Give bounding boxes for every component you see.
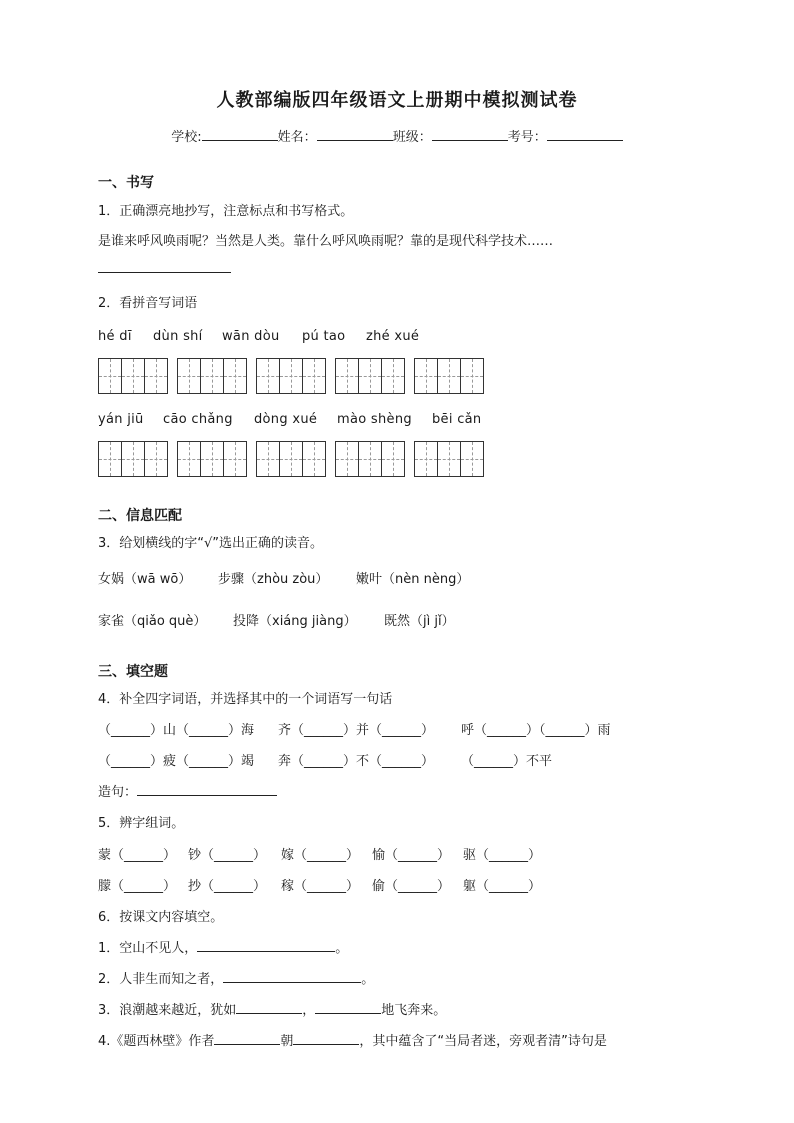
idiom-blank[interactable]: （______）疲（______）竭 [98, 754, 255, 769]
sentence-line [98, 781, 277, 800]
word-box[interactable] [335, 441, 405, 477]
word-box[interactable] [414, 441, 484, 477]
fill-field[interactable] [236, 1000, 302, 1014]
pinyin-item: hé dī [98, 329, 132, 344]
tianzige-row [98, 441, 493, 477]
fill-suffix: ，其中蕴含了“当局者迷，旁观者清”诗句是 [359, 1034, 607, 1049]
word-blank[interactable]: 抄（______） [188, 879, 267, 894]
word-blank[interactable]: 驱（______） [463, 848, 542, 863]
tianzige-row [98, 358, 493, 394]
question-6: 6．按课文内容填空。 [98, 910, 224, 925]
word-blank[interactable]: 愉（______） [372, 848, 451, 863]
section-heading: 三、填空题 [98, 664, 168, 680]
word-blank[interactable]: 钞（______） [188, 848, 267, 863]
word-box[interactable] [177, 358, 247, 394]
idiom-blank[interactable]: 齐（______）并（______） [278, 723, 435, 738]
question-5: 5．辨字组词。 [98, 816, 185, 831]
question-4: 4．补全四字词语，并选择其中的一个词语写一句话 [98, 692, 393, 707]
fill-prefix: 3．浪潮越来越近，犹如 [98, 1003, 237, 1018]
fill-field[interactable] [197, 938, 335, 952]
word-blank[interactable]: 蒙（______） [98, 848, 177, 863]
fill-field[interactable] [315, 1000, 381, 1014]
number-field[interactable] [547, 127, 623, 141]
idiom-blank[interactable]: 奔（______）不（______） [278, 754, 435, 769]
number-label: 考号： [507, 130, 547, 145]
class-label: 班级： [392, 130, 432, 145]
word-blank[interactable]: 躯（______） [463, 879, 542, 894]
pronunciation-item[interactable]: 家雀（qiǎo què） [98, 614, 207, 629]
name-label: 姓名： [277, 130, 317, 145]
word-box[interactable] [177, 441, 247, 477]
pinyin-item: wān dòu [222, 329, 280, 344]
idiom-blank[interactable]: （______）山（______）海 [98, 723, 255, 738]
word-box[interactable] [414, 358, 484, 394]
word-box[interactable] [335, 358, 405, 394]
pinyin-item: dùn shí [153, 329, 203, 344]
fill-field[interactable] [223, 969, 361, 983]
fill-prefix: 4.《题西林壁》作者 [98, 1034, 215, 1049]
pinyin-item: bēi cǎn [432, 412, 482, 427]
pronunciation-item[interactable]: 步骤（zhòu zòu） [218, 572, 329, 587]
pinyin-item: yán jiū [98, 412, 144, 427]
fill-field[interactable] [293, 1031, 359, 1045]
pinyin-item: pú tao [302, 329, 346, 344]
class-field[interactable] [432, 127, 508, 141]
fill-line [98, 937, 348, 956]
fill-suffix: 。 [361, 972, 375, 987]
school-label: 学校: [171, 130, 202, 145]
fill-line [98, 968, 374, 987]
student-info-line [0, 126, 794, 145]
fill-line [98, 999, 446, 1018]
name-field[interactable] [317, 127, 393, 141]
pronunciation-item[interactable]: 嫩叶（nèn nèng） [356, 572, 470, 587]
section-heading: 二、信息匹配 [98, 508, 182, 524]
fill-field[interactable] [214, 1031, 280, 1045]
fill-mid: 朝 [280, 1034, 294, 1049]
word-blank[interactable]: 稼（______） [281, 879, 360, 894]
fill-suffix: 地飞奔来。 [381, 1003, 447, 1018]
pinyin-item: dòng xué [254, 412, 318, 427]
sentence-field[interactable] [137, 782, 277, 796]
pinyin-item: zhé xué [366, 329, 420, 344]
question-1: 1．正确漂亮地抄写，注意标点和书写格式。 [98, 204, 354, 219]
idiom-blank[interactable]: （______）不平 [461, 754, 553, 769]
idiom-blank[interactable]: 呼（______）（______）雨 [461, 723, 611, 738]
page-title: 人教部编版四年级语文上册期中模拟测试卷 [216, 90, 578, 111]
word-box[interactable] [98, 441, 168, 477]
copy-answer-line[interactable] [98, 272, 231, 273]
fill-prefix: 2．人非生而知之者， [98, 972, 224, 987]
word-blank[interactable]: 嫁（______） [281, 848, 360, 863]
sentence-label: 造句： [98, 785, 138, 800]
school-field[interactable] [202, 127, 278, 141]
word-box[interactable] [256, 358, 326, 394]
word-blank[interactable]: 偷（______） [372, 879, 451, 894]
pinyin-item: mào shèng [337, 412, 412, 427]
word-box[interactable] [256, 441, 326, 477]
section-heading: 一、书写 [98, 175, 154, 191]
pinyin-item: cāo chǎng [163, 412, 233, 427]
word-box[interactable] [98, 358, 168, 394]
fill-suffix: 。 [335, 941, 349, 956]
word-blank[interactable]: 朦（______） [98, 879, 177, 894]
pronunciation-item[interactable]: 投降（xiáng jiàng） [233, 614, 357, 629]
fill-line [98, 1030, 607, 1049]
fill-mid: ， [302, 1003, 316, 1018]
question-2: 2．看拼音写词语 [98, 296, 198, 311]
pronunciation-item[interactable]: 女娲（wā wō） [98, 572, 192, 587]
pronunciation-item[interactable]: 既然（jì jǐ） [384, 614, 455, 629]
question-3: 3．给划横线的字“√”选出正确的读音。 [98, 536, 324, 551]
copy-passage: 是谁来呼风唤雨呢？当然是人类。靠什么呼风唤雨呢？靠的是现代科学技术…… [98, 234, 554, 249]
fill-prefix: 1．空山不见人， [98, 941, 198, 956]
